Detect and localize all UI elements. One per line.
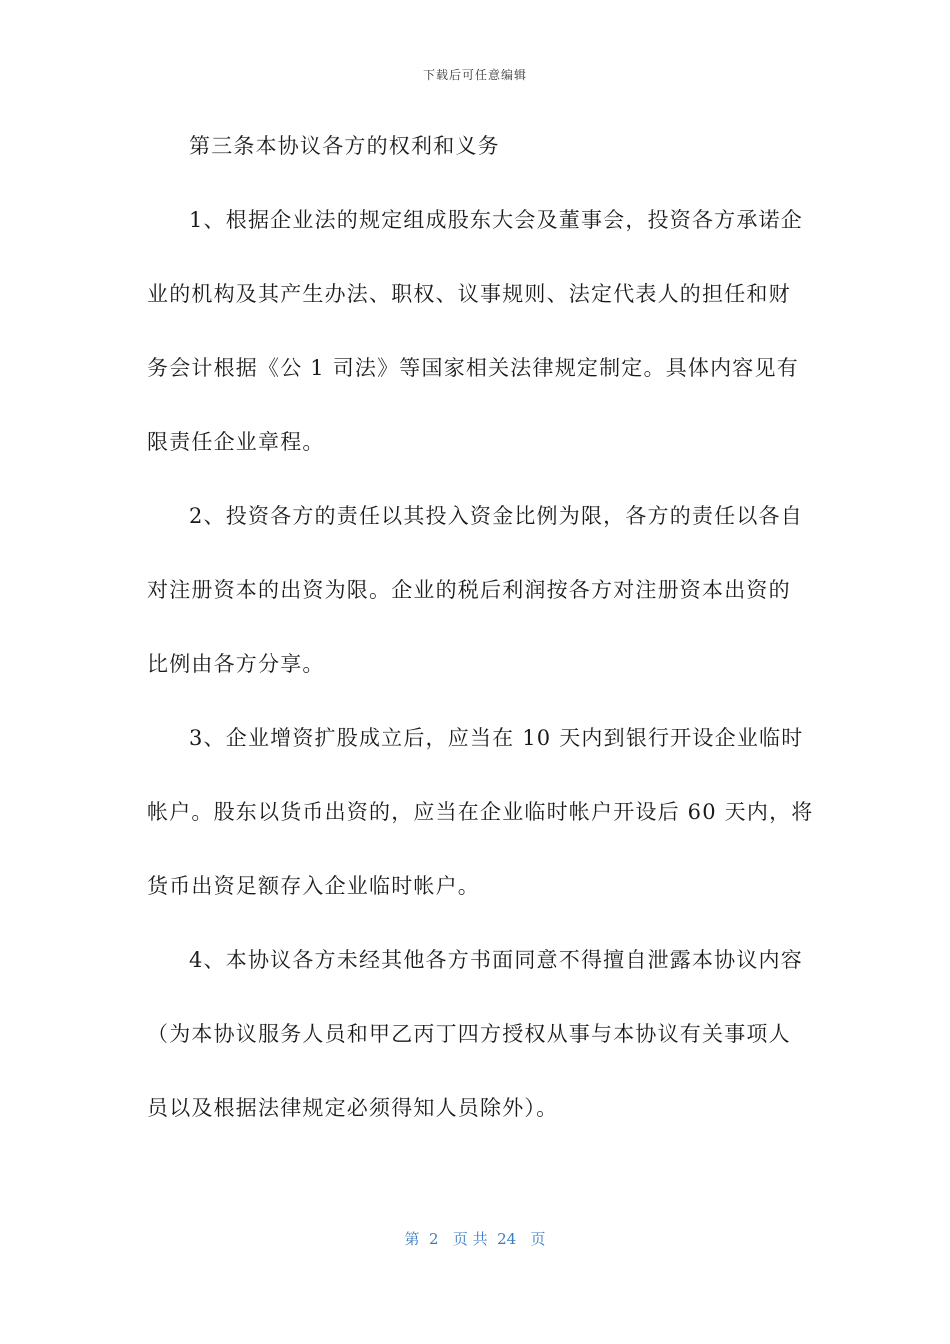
page-number-footer: 第 2 页 共 24 页 xyxy=(404,1230,546,1248)
paragraph-2-line-2: 对注册资本的出资为限。企业的税后利润按各方对注册资本出资的 xyxy=(147,578,791,602)
paragraph-4-line-1: 4、本协议各方未经其他各方书面同意不得擅自泄露本协议内容 xyxy=(189,948,803,972)
paragraph-1-line-2: 业的机构及其产生办法、职权、议事规则、法定代表人的担任和财 xyxy=(147,282,791,306)
paragraph-1-line-1: 1、根据企业法的规定组成股东大会及董事会，投资各方承诺企 xyxy=(189,208,803,232)
document-body xyxy=(147,126,814,1162)
paragraph-1-line-4: 限责任企业章程。 xyxy=(147,430,325,454)
paragraph-1-line-3: 务会计根据《公 1 司法》等国家相关法律规定制定。具体内容见有 xyxy=(147,356,799,380)
article-heading: 第三条本协议各方的权利和义务 xyxy=(189,134,500,158)
paragraph-3-line-2: 帐户。股东以货币出资的，应当在企业临时帐户开设后 60 天内，将 xyxy=(147,800,814,824)
paragraph-3-line-1: 3、企业增资扩股成立后，应当在 10 天内到银行开设企业临时 xyxy=(189,726,804,750)
paragraph-4-line-2: （为本协议服务人员和甲乙丙丁四方授权从事与本协议有关事项人 xyxy=(147,1022,791,1046)
paragraph-3-line-3: 货币出资足额存入企业临时帐户。 xyxy=(147,874,480,898)
page-header: 下载后可任意编辑 xyxy=(422,68,527,82)
paragraph-2-line-1: 2、投资各方的责任以其投入资金比例为限，各方的责任以各自 xyxy=(189,504,803,528)
paragraph-4-line-3: 员以及根据法律规定必须得知人员除外）。 xyxy=(147,1096,559,1120)
paragraph-2-line-3: 比例由各方分享。 xyxy=(147,652,325,676)
